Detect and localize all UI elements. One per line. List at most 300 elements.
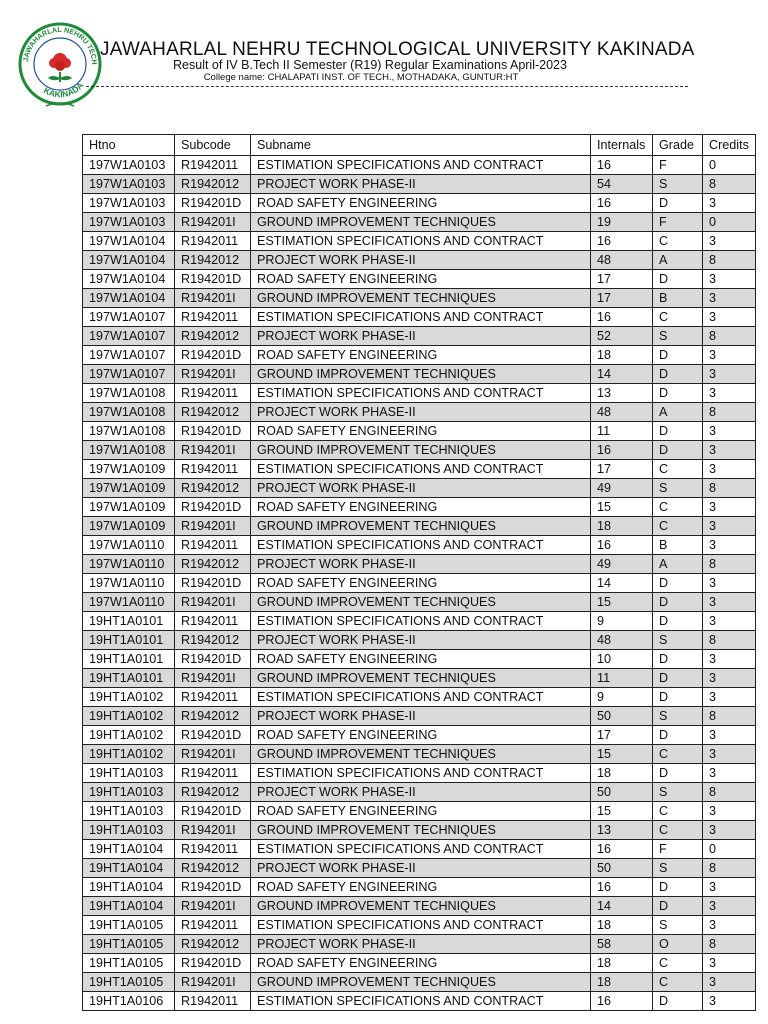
- table-row: [83, 878, 756, 897]
- cell-internals: 50: [591, 859, 653, 878]
- cell-htno: 197W1A0103: [83, 194, 175, 213]
- cell-subcode: R1942012: [175, 175, 251, 194]
- cell-credits: 8: [703, 631, 756, 650]
- cell-subcode: R1942011: [175, 992, 251, 1011]
- cell-internals: 17: [591, 289, 653, 308]
- university-title: JAWAHARLAL NEHRU TECHNOLOGICAL UNIVERSITY KAKINADA: [100, 39, 695, 60]
- cell-internals: 9: [591, 688, 653, 707]
- cell-grade: C: [653, 821, 703, 840]
- cell-credits: 0: [703, 156, 756, 175]
- table-row: [83, 783, 756, 802]
- cell-subcode: R194201I: [175, 441, 251, 460]
- cell-htno: 197W1A0107: [83, 327, 175, 346]
- cell-subcode: R1942012: [175, 707, 251, 726]
- cell-subname: ESTIMATION SPECIFICATIONS AND CONTRACT: [251, 992, 591, 1011]
- cell-credits: 3: [703, 365, 756, 384]
- cell-htno: 197W1A0104: [83, 289, 175, 308]
- cell-htno: 19HT1A0103: [83, 802, 175, 821]
- table-row: [83, 213, 756, 232]
- cell-grade: S: [653, 631, 703, 650]
- cell-internals: 52: [591, 327, 653, 346]
- table-row: [83, 916, 756, 935]
- cell-credits: 3: [703, 441, 756, 460]
- cell-grade: S: [653, 859, 703, 878]
- cell-grade: B: [653, 536, 703, 555]
- table-row: [83, 897, 756, 916]
- cell-internals: 58: [591, 935, 653, 954]
- table-header-row: [83, 135, 756, 156]
- cell-grade: D: [653, 441, 703, 460]
- cell-subcode: R1942011: [175, 840, 251, 859]
- cell-htno: 197W1A0107: [83, 346, 175, 365]
- cell-subcode: R194201D: [175, 726, 251, 745]
- table-row: [83, 992, 756, 1011]
- cell-htno: 19HT1A0102: [83, 745, 175, 764]
- cell-internals: 14: [591, 365, 653, 384]
- cell-internals: 14: [591, 897, 653, 916]
- cell-subcode: R1942011: [175, 916, 251, 935]
- cell-htno: 19HT1A0105: [83, 954, 175, 973]
- cell-subname: GROUND IMPROVEMENT TECHNIQUES: [251, 821, 591, 840]
- cell-subname: ROAD SAFETY ENGINEERING: [251, 498, 591, 517]
- cell-subname: ROAD SAFETY ENGINEERING: [251, 194, 591, 213]
- cell-internals: 16: [591, 441, 653, 460]
- dashed-divider: [86, 86, 688, 87]
- cell-grade: D: [653, 365, 703, 384]
- cell-grade: D: [653, 726, 703, 745]
- cell-subcode: R1942012: [175, 631, 251, 650]
- cell-internals: 19: [591, 213, 653, 232]
- table-row: [83, 441, 756, 460]
- cell-subcode: R194201I: [175, 669, 251, 688]
- cell-subcode: R194201I: [175, 897, 251, 916]
- college-name: [0, 72, 768, 83]
- cell-internals: 15: [591, 802, 653, 821]
- cell-subcode: R1942011: [175, 764, 251, 783]
- cell-credits: 3: [703, 745, 756, 764]
- cell-subcode: R1942011: [175, 536, 251, 555]
- table-row: [83, 688, 756, 707]
- column-header-credits: Credits: [703, 135, 756, 156]
- cell-grade: C: [653, 232, 703, 251]
- table-row: [83, 194, 756, 213]
- cell-credits: 3: [703, 669, 756, 688]
- cell-subname: ROAD SAFETY ENGINEERING: [251, 954, 591, 973]
- table-row: [83, 973, 756, 992]
- column-header-subname: Subname: [251, 135, 591, 156]
- cell-subcode: R194201D: [175, 574, 251, 593]
- cell-credits: 3: [703, 194, 756, 213]
- table-row: [83, 365, 756, 384]
- cell-internals: 15: [591, 593, 653, 612]
- cell-htno: 19HT1A0105: [83, 973, 175, 992]
- table-row: [83, 764, 756, 783]
- cell-credits: 3: [703, 593, 756, 612]
- cell-subname: ESTIMATION SPECIFICATIONS AND CONTRACT: [251, 840, 591, 859]
- cell-grade: D: [653, 593, 703, 612]
- cell-subcode: R194201I: [175, 213, 251, 232]
- cell-htno: 197W1A0110: [83, 574, 175, 593]
- cell-internals: 48: [591, 631, 653, 650]
- table-row: [83, 555, 756, 574]
- cell-grade: C: [653, 517, 703, 536]
- table-row: [83, 726, 756, 745]
- cell-htno: 197W1A0109: [83, 498, 175, 517]
- cell-subname: ESTIMATION SPECIFICATIONS AND CONTRACT: [251, 612, 591, 631]
- cell-grade: F: [653, 840, 703, 859]
- cell-grade: C: [653, 460, 703, 479]
- cell-subcode: R1942012: [175, 403, 251, 422]
- cell-grade: C: [653, 802, 703, 821]
- cell-subname: GROUND IMPROVEMENT TECHNIQUES: [251, 745, 591, 764]
- cell-credits: 3: [703, 536, 756, 555]
- cell-grade: C: [653, 498, 703, 517]
- cell-credits: 3: [703, 726, 756, 745]
- table-row: [83, 270, 756, 289]
- cell-grade: S: [653, 327, 703, 346]
- cell-grade: S: [653, 479, 703, 498]
- cell-subcode: R1942012: [175, 783, 251, 802]
- cell-credits: 3: [703, 916, 756, 935]
- cell-internals: 16: [591, 840, 653, 859]
- cell-htno: 19HT1A0102: [83, 707, 175, 726]
- table-row: [83, 479, 756, 498]
- cell-internals: 18: [591, 764, 653, 783]
- cell-subcode: R1942012: [175, 251, 251, 270]
- cell-credits: 3: [703, 270, 756, 289]
- cell-grade: D: [653, 574, 703, 593]
- cell-subcode: R1942012: [175, 859, 251, 878]
- table-row: [83, 251, 756, 270]
- cell-credits: 3: [703, 422, 756, 441]
- cell-internals: 11: [591, 422, 653, 441]
- cell-credits: 3: [703, 517, 756, 536]
- cell-subname: PROJECT WORK PHASE-II: [251, 175, 591, 194]
- cell-internals: 50: [591, 783, 653, 802]
- cell-subname: ESTIMATION SPECIFICATIONS AND CONTRACT: [251, 764, 591, 783]
- cell-subname: ESTIMATION SPECIFICATIONS AND CONTRACT: [251, 384, 591, 403]
- cell-htno: 197W1A0108: [83, 384, 175, 403]
- cell-credits: 3: [703, 878, 756, 897]
- results-table: [82, 134, 756, 1011]
- cell-credits: 3: [703, 498, 756, 517]
- cell-grade: D: [653, 422, 703, 441]
- cell-credits: 8: [703, 555, 756, 574]
- cell-subname: GROUND IMPROVEMENT TECHNIQUES: [251, 365, 591, 384]
- cell-htno: 197W1A0104: [83, 270, 175, 289]
- cell-subname: PROJECT WORK PHASE-II: [251, 935, 591, 954]
- cell-internals: 16: [591, 308, 653, 327]
- cell-credits: 3: [703, 802, 756, 821]
- cell-subcode: R194201I: [175, 745, 251, 764]
- cell-internals: 17: [591, 460, 653, 479]
- cell-credits: 3: [703, 232, 756, 251]
- cell-subname: GROUND IMPROVEMENT TECHNIQUES: [251, 441, 591, 460]
- cell-subname: GROUND IMPROVEMENT TECHNIQUES: [251, 973, 591, 992]
- cell-grade: D: [653, 270, 703, 289]
- cell-subname: PROJECT WORK PHASE-II: [251, 479, 591, 498]
- table-row: [83, 517, 756, 536]
- cell-subcode: R194201D: [175, 802, 251, 821]
- cell-subname: GROUND IMPROVEMENT TECHNIQUES: [251, 213, 591, 232]
- cell-subcode: R194201I: [175, 821, 251, 840]
- column-header-grade: Grade: [653, 135, 703, 156]
- cell-subname: ROAD SAFETY ENGINEERING: [251, 802, 591, 821]
- table-row: [83, 593, 756, 612]
- cell-internals: 49: [591, 555, 653, 574]
- cell-subname: ROAD SAFETY ENGINEERING: [251, 650, 591, 669]
- table-row: [83, 631, 756, 650]
- table-row: [83, 650, 756, 669]
- cell-grade: D: [653, 992, 703, 1011]
- logo-text-bottom: KAKINADA: [42, 80, 86, 100]
- cell-subname: GROUND IMPROVEMENT TECHNIQUES: [251, 517, 591, 536]
- column-header-internals: Internals: [591, 135, 653, 156]
- cell-subname: PROJECT WORK PHASE-II: [251, 707, 591, 726]
- cell-credits: 3: [703, 308, 756, 327]
- cell-subcode: R194201D: [175, 194, 251, 213]
- cell-credits: 3: [703, 764, 756, 783]
- cell-credits: 8: [703, 327, 756, 346]
- table-row: [83, 308, 756, 327]
- cell-internals: 50: [591, 707, 653, 726]
- cell-internals: 18: [591, 973, 653, 992]
- cell-subcode: R1942011: [175, 308, 251, 327]
- cell-subname: PROJECT WORK PHASE-II: [251, 403, 591, 422]
- cell-htno: 197W1A0103: [83, 213, 175, 232]
- cell-subcode: R1942011: [175, 232, 251, 251]
- cell-htno: 19HT1A0106: [83, 992, 175, 1011]
- logo-text-top: JAWAHARLAL NEHRU TECH: [21, 24, 100, 65]
- cell-subname: GROUND IMPROVEMENT TECHNIQUES: [251, 897, 591, 916]
- cell-credits: 3: [703, 821, 756, 840]
- cell-credits: 8: [703, 175, 756, 194]
- cell-subcode: R194201D: [175, 650, 251, 669]
- cell-credits: 3: [703, 289, 756, 308]
- cell-grade: F: [653, 156, 703, 175]
- cell-credits: 8: [703, 403, 756, 422]
- cell-subname: PROJECT WORK PHASE-II: [251, 631, 591, 650]
- cell-credits: 8: [703, 479, 756, 498]
- cell-htno: 197W1A0109: [83, 479, 175, 498]
- cell-htno: 197W1A0107: [83, 365, 175, 384]
- cell-subcode: R1942012: [175, 479, 251, 498]
- cell-subname: ESTIMATION SPECIFICATIONS AND CONTRACT: [251, 460, 591, 479]
- cell-grade: A: [653, 251, 703, 270]
- cell-subcode: R1942011: [175, 688, 251, 707]
- cell-subcode: R194201D: [175, 954, 251, 973]
- cell-internals: 17: [591, 726, 653, 745]
- cell-credits: 3: [703, 954, 756, 973]
- cell-internals: 16: [591, 992, 653, 1011]
- cell-subname: PROJECT WORK PHASE-II: [251, 859, 591, 878]
- cell-grade: D: [653, 688, 703, 707]
- cell-credits: 8: [703, 935, 756, 954]
- table-row: [83, 156, 756, 175]
- cell-credits: 3: [703, 650, 756, 669]
- table-row: [83, 802, 756, 821]
- cell-subname: ESTIMATION SPECIFICATIONS AND CONTRACT: [251, 688, 591, 707]
- cell-internals: 48: [591, 251, 653, 270]
- cell-credits: 0: [703, 213, 756, 232]
- cell-htno: 197W1A0110: [83, 593, 175, 612]
- cell-internals: 13: [591, 821, 653, 840]
- cell-htno: 19HT1A0103: [83, 821, 175, 840]
- table-row: [83, 384, 756, 403]
- cell-htno: 197W1A0103: [83, 175, 175, 194]
- cell-internals: 10: [591, 650, 653, 669]
- table-row: [83, 859, 756, 878]
- table-row: [83, 669, 756, 688]
- cell-internals: 13: [591, 384, 653, 403]
- cell-subname: GROUND IMPROVEMENT TECHNIQUES: [251, 289, 591, 308]
- cell-internals: 14: [591, 574, 653, 593]
- cell-grade: S: [653, 783, 703, 802]
- cell-grade: D: [653, 194, 703, 213]
- table-row: [83, 403, 756, 422]
- cell-subcode: R1942011: [175, 156, 251, 175]
- table-row: [83, 460, 756, 479]
- table-row: [83, 745, 756, 764]
- cell-subcode: R1942011: [175, 612, 251, 631]
- cell-credits: 3: [703, 346, 756, 365]
- cell-credits: 3: [703, 612, 756, 631]
- cell-subcode: R194201I: [175, 365, 251, 384]
- cell-internals: 16: [591, 878, 653, 897]
- cell-grade: D: [653, 878, 703, 897]
- cell-subname: PROJECT WORK PHASE-II: [251, 783, 591, 802]
- cell-internals: 16: [591, 156, 653, 175]
- college-name-text: College name: CHALAPATI INST. OF TECH., MOTHADAKA, GUNTUR:HT: [203, 72, 519, 83]
- cell-subname: ESTIMATION SPECIFICATIONS AND CONTRACT: [251, 156, 591, 175]
- cell-subname: ROAD SAFETY ENGINEERING: [251, 422, 591, 441]
- cell-credits: 3: [703, 688, 756, 707]
- table-row: [83, 327, 756, 346]
- cell-grade: B: [653, 289, 703, 308]
- result-title: [0, 58, 768, 72]
- cell-grade: A: [653, 403, 703, 422]
- cell-subname: PROJECT WORK PHASE-II: [251, 555, 591, 574]
- cell-htno: 19HT1A0101: [83, 612, 175, 631]
- cell-credits: 3: [703, 574, 756, 593]
- column-header-subcode: Subcode: [175, 135, 251, 156]
- cell-htno: 197W1A0110: [83, 555, 175, 574]
- cell-subcode: R194201I: [175, 593, 251, 612]
- cell-subcode: R1942012: [175, 327, 251, 346]
- cell-subname: ROAD SAFETY ENGINEERING: [251, 878, 591, 897]
- cell-credits: 3: [703, 973, 756, 992]
- cell-grade: D: [653, 650, 703, 669]
- cell-internals: 18: [591, 916, 653, 935]
- cell-grade: S: [653, 916, 703, 935]
- result-title-text: Result of IV B.Tech II Semester (R19) Regular Examinations April-2023: [173, 58, 567, 72]
- cell-internals: 17: [591, 270, 653, 289]
- cell-credits: 8: [703, 783, 756, 802]
- table-row: [83, 612, 756, 631]
- cell-subname: GROUND IMPROVEMENT TECHNIQUES: [251, 593, 591, 612]
- cell-grade: D: [653, 384, 703, 403]
- cell-subname: PROJECT WORK PHASE-II: [251, 251, 591, 270]
- cell-internals: 15: [591, 745, 653, 764]
- table-row: [83, 232, 756, 251]
- cell-internals: 54: [591, 175, 653, 194]
- cell-credits: 3: [703, 384, 756, 403]
- cell-subcode: R194201D: [175, 270, 251, 289]
- cell-grade: C: [653, 745, 703, 764]
- cell-subname: ROAD SAFETY ENGINEERING: [251, 346, 591, 365]
- cell-subcode: R194201I: [175, 517, 251, 536]
- table-row: [83, 574, 756, 593]
- cell-htno: 19HT1A0102: [83, 688, 175, 707]
- cell-htno: 19HT1A0104: [83, 859, 175, 878]
- cell-internals: 18: [591, 346, 653, 365]
- cell-htno: 19HT1A0104: [83, 897, 175, 916]
- table-row: [83, 935, 756, 954]
- cell-subname: ROAD SAFETY ENGINEERING: [251, 270, 591, 289]
- table-row: [83, 821, 756, 840]
- table-row: [83, 175, 756, 194]
- cell-credits: 0: [703, 840, 756, 859]
- cell-subcode: R194201D: [175, 498, 251, 517]
- cell-htno: 197W1A0109: [83, 460, 175, 479]
- cell-htno: 197W1A0110: [83, 536, 175, 555]
- cell-internals: 16: [591, 194, 653, 213]
- cell-grade: D: [653, 346, 703, 365]
- cell-grade: C: [653, 973, 703, 992]
- cell-grade: S: [653, 707, 703, 726]
- cell-htno: 19HT1A0101: [83, 631, 175, 650]
- cell-subcode: R1942012: [175, 555, 251, 574]
- cell-htno: 197W1A0104: [83, 251, 175, 270]
- cell-subcode: R194201D: [175, 878, 251, 897]
- cell-grade: D: [653, 764, 703, 783]
- cell-credits: 8: [703, 251, 756, 270]
- cell-subcode: R194201D: [175, 346, 251, 365]
- cell-grade: D: [653, 897, 703, 916]
- cell-grade: S: [653, 175, 703, 194]
- table-row: [83, 346, 756, 365]
- cell-grade: C: [653, 954, 703, 973]
- table-row: [83, 422, 756, 441]
- cell-subname: ESTIMATION SPECIFICATIONS AND CONTRACT: [251, 232, 591, 251]
- cell-htno: 19HT1A0101: [83, 650, 175, 669]
- cell-internals: 15: [591, 498, 653, 517]
- cell-htno: 197W1A0107: [83, 308, 175, 327]
- cell-credits: 8: [703, 707, 756, 726]
- cell-subcode: R194201D: [175, 422, 251, 441]
- cell-subcode: R194201I: [175, 973, 251, 992]
- cell-subname: ESTIMATION SPECIFICATIONS AND CONTRACT: [251, 536, 591, 555]
- cell-htno: 19HT1A0105: [83, 916, 175, 935]
- cell-credits: 3: [703, 460, 756, 479]
- cell-htno: 19HT1A0101: [83, 669, 175, 688]
- cell-grade: O: [653, 935, 703, 954]
- cell-htno: 197W1A0103: [83, 156, 175, 175]
- cell-htno: 197W1A0108: [83, 441, 175, 460]
- cell-htno: 19HT1A0103: [83, 764, 175, 783]
- table-row: [83, 536, 756, 555]
- cell-subname: ESTIMATION SPECIFICATIONS AND CONTRACT: [251, 308, 591, 327]
- cell-subname: ESTIMATION SPECIFICATIONS AND CONTRACT: [251, 916, 591, 935]
- cell-subcode: R1942012: [175, 935, 251, 954]
- cell-credits: 8: [703, 859, 756, 878]
- cell-internals: 49: [591, 479, 653, 498]
- cell-subname: ROAD SAFETY ENGINEERING: [251, 726, 591, 745]
- table-body: [83, 156, 756, 1011]
- cell-subcode: R1942011: [175, 384, 251, 403]
- cell-subcode: R194201I: [175, 289, 251, 308]
- table-row: [83, 289, 756, 308]
